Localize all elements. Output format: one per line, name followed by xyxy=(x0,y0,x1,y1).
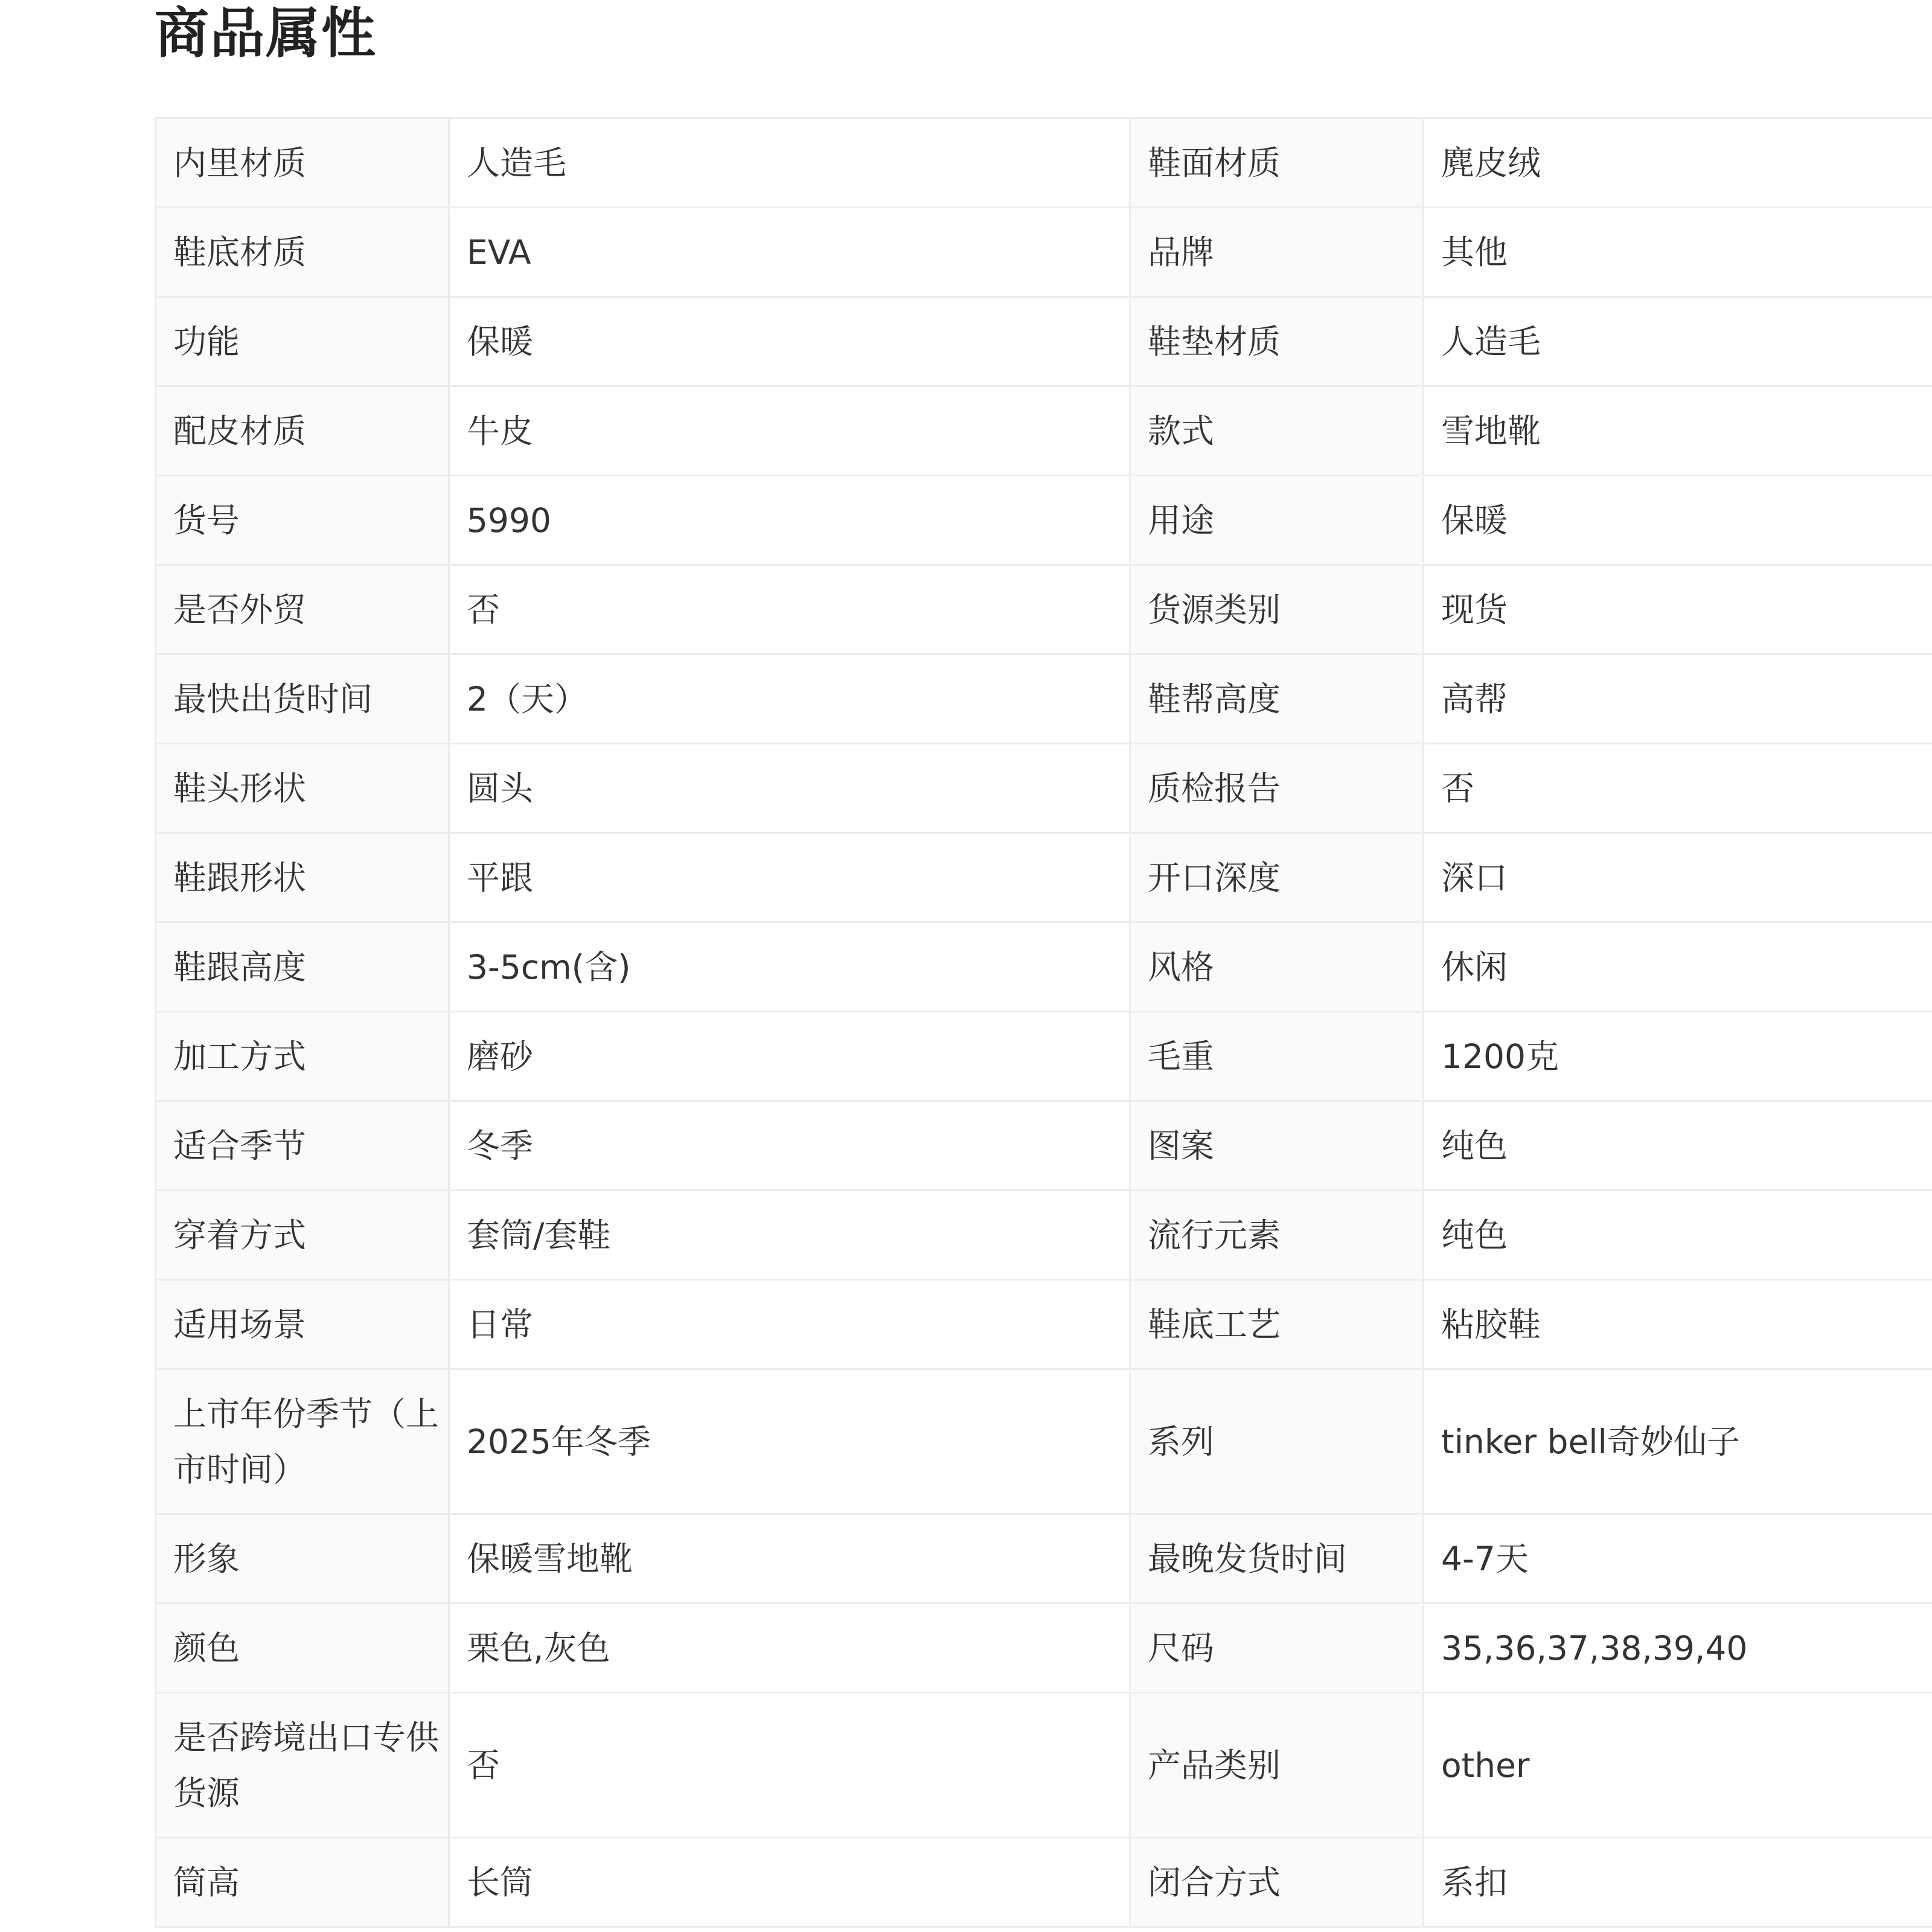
attribute-value: 3-5cm(含) xyxy=(449,923,1130,1012)
attribute-name: 品牌 xyxy=(1130,208,1424,297)
attribute-name: 最晚发货时间 xyxy=(1130,1514,1424,1604)
attribute-value: 4-7天 xyxy=(1424,1514,1932,1604)
attribute-value: 粘胶鞋 xyxy=(1424,1280,1932,1369)
attribute-value: 35,36,37,38,39,40 xyxy=(1424,1604,1932,1693)
attribute-value: 保暖 xyxy=(449,297,1130,386)
attribute-name: 鞋帮高度 xyxy=(1130,654,1424,744)
attribute-name: 鞋底工艺 xyxy=(1130,1280,1424,1369)
attribute-name: 适用场景 xyxy=(156,1280,449,1369)
attribute-name: 筒高 xyxy=(156,1838,449,1927)
attribute-name: 鞋跟高度 xyxy=(156,923,449,1012)
table-row xyxy=(156,1693,1932,1838)
attribute-value: 纯色 xyxy=(1424,1101,1932,1191)
table-row xyxy=(156,1514,1932,1604)
attribute-value: 现货 xyxy=(1424,565,1932,654)
attribute-value: 否 xyxy=(449,565,1130,654)
attribute-value: 平跟 xyxy=(449,833,1130,923)
attribute-name: 功能 xyxy=(156,297,449,386)
attribute-value: tinker bell奇妙仙子 xyxy=(1424,1369,1932,1514)
attribute-name: 货源类别 xyxy=(1130,565,1424,654)
attribute-name: 系列 xyxy=(1130,1369,1424,1514)
attribute-name: 上市年份季节（上市时间） xyxy=(156,1369,449,1514)
attribute-name: 开口深度 xyxy=(1130,833,1424,923)
section-title: 商品属性 xyxy=(155,2,377,65)
attribute-name: 流行元素 xyxy=(1130,1191,1424,1280)
attribute-value: 否 xyxy=(449,1693,1130,1838)
attribute-name: 鞋头形状 xyxy=(156,744,449,833)
attribute-name: 风格 xyxy=(1130,923,1424,1012)
attribute-value: 长筒 xyxy=(449,1838,1130,1927)
attribute-name: 颜色 xyxy=(156,1604,449,1693)
table-row xyxy=(156,1838,1932,1927)
table-row xyxy=(156,1604,1932,1693)
attribute-name: 货号 xyxy=(156,476,449,565)
table-row xyxy=(156,476,1932,565)
table-row xyxy=(156,118,1932,208)
attribute-value: 纯色 xyxy=(1424,1191,1932,1280)
attribute-name: 图案 xyxy=(1130,1101,1424,1191)
attribute-name: 鞋底材质 xyxy=(156,208,449,297)
attributes-body xyxy=(156,118,1932,1927)
attribute-name: 是否跨境出口专供货源 xyxy=(156,1693,449,1838)
attribute-value: 系扣 xyxy=(1424,1838,1932,1927)
table-row xyxy=(156,386,1932,476)
attribute-value: 2（天） xyxy=(449,654,1130,744)
attribute-value: 人造毛 xyxy=(449,118,1130,208)
attribute-name: 最快出货时间 xyxy=(156,654,449,744)
attribute-value: 其他 xyxy=(1424,208,1932,297)
table-row xyxy=(156,1012,1932,1101)
attribute-value: 麂皮绒 xyxy=(1424,118,1932,208)
table-row xyxy=(156,297,1932,386)
attribute-value: 否 xyxy=(1424,744,1932,833)
attribute-name: 形象 xyxy=(156,1514,449,1604)
attribute-name: 产品类别 xyxy=(1130,1693,1424,1838)
attribute-value: other xyxy=(1424,1693,1932,1838)
table-row xyxy=(156,1369,1932,1514)
table-row xyxy=(156,744,1932,833)
attribute-value: 磨砂 xyxy=(449,1012,1130,1101)
attribute-value: 冬季 xyxy=(449,1101,1130,1191)
attribute-value: 套筒/套鞋 xyxy=(449,1191,1130,1280)
attribute-value: 深口 xyxy=(1424,833,1932,923)
product-attributes-table xyxy=(155,117,1932,1928)
attribute-name: 鞋垫材质 xyxy=(1130,297,1424,386)
attribute-name: 毛重 xyxy=(1130,1012,1424,1101)
table-row xyxy=(156,208,1932,297)
attribute-name: 闭合方式 xyxy=(1130,1838,1424,1927)
attribute-value: 日常 xyxy=(449,1280,1130,1369)
table-row xyxy=(156,1191,1932,1280)
attribute-value: EVA xyxy=(449,208,1130,297)
attribute-value: 牛皮 xyxy=(449,386,1130,476)
attribute-value: 圆头 xyxy=(449,744,1130,833)
table-row xyxy=(156,654,1932,744)
attribute-value: 保暖雪地靴 xyxy=(449,1514,1130,1604)
attribute-name: 尺码 xyxy=(1130,1604,1424,1693)
table-row xyxy=(156,833,1932,923)
attribute-value: 5990 xyxy=(449,476,1130,565)
attribute-name: 用途 xyxy=(1130,476,1424,565)
attribute-name: 内里材质 xyxy=(156,118,449,208)
attribute-value: 人造毛 xyxy=(1424,297,1932,386)
attribute-value: 雪地靴 xyxy=(1424,386,1932,476)
attribute-value: 2025年冬季 xyxy=(449,1369,1130,1514)
attribute-value: 高帮 xyxy=(1424,654,1932,744)
attribute-name: 加工方式 xyxy=(156,1012,449,1101)
table-row xyxy=(156,1280,1932,1369)
attribute-value: 栗色,灰色 xyxy=(449,1604,1130,1693)
attribute-name: 适合季节 xyxy=(156,1101,449,1191)
table-row xyxy=(156,565,1932,654)
attribute-name: 是否外贸 xyxy=(156,565,449,654)
attribute-name: 质检报告 xyxy=(1130,744,1424,833)
attribute-name: 配皮材质 xyxy=(156,386,449,476)
attribute-value: 保暖 xyxy=(1424,476,1932,565)
attribute-name: 鞋跟形状 xyxy=(156,833,449,923)
table-row xyxy=(156,1101,1932,1191)
attribute-name: 穿着方式 xyxy=(156,1191,449,1280)
table-row xyxy=(156,923,1932,1012)
attribute-value: 1200克 xyxy=(1424,1012,1932,1101)
attribute-value: 休闲 xyxy=(1424,923,1932,1012)
attribute-name: 鞋面材质 xyxy=(1130,118,1424,208)
attribute-name: 款式 xyxy=(1130,386,1424,476)
